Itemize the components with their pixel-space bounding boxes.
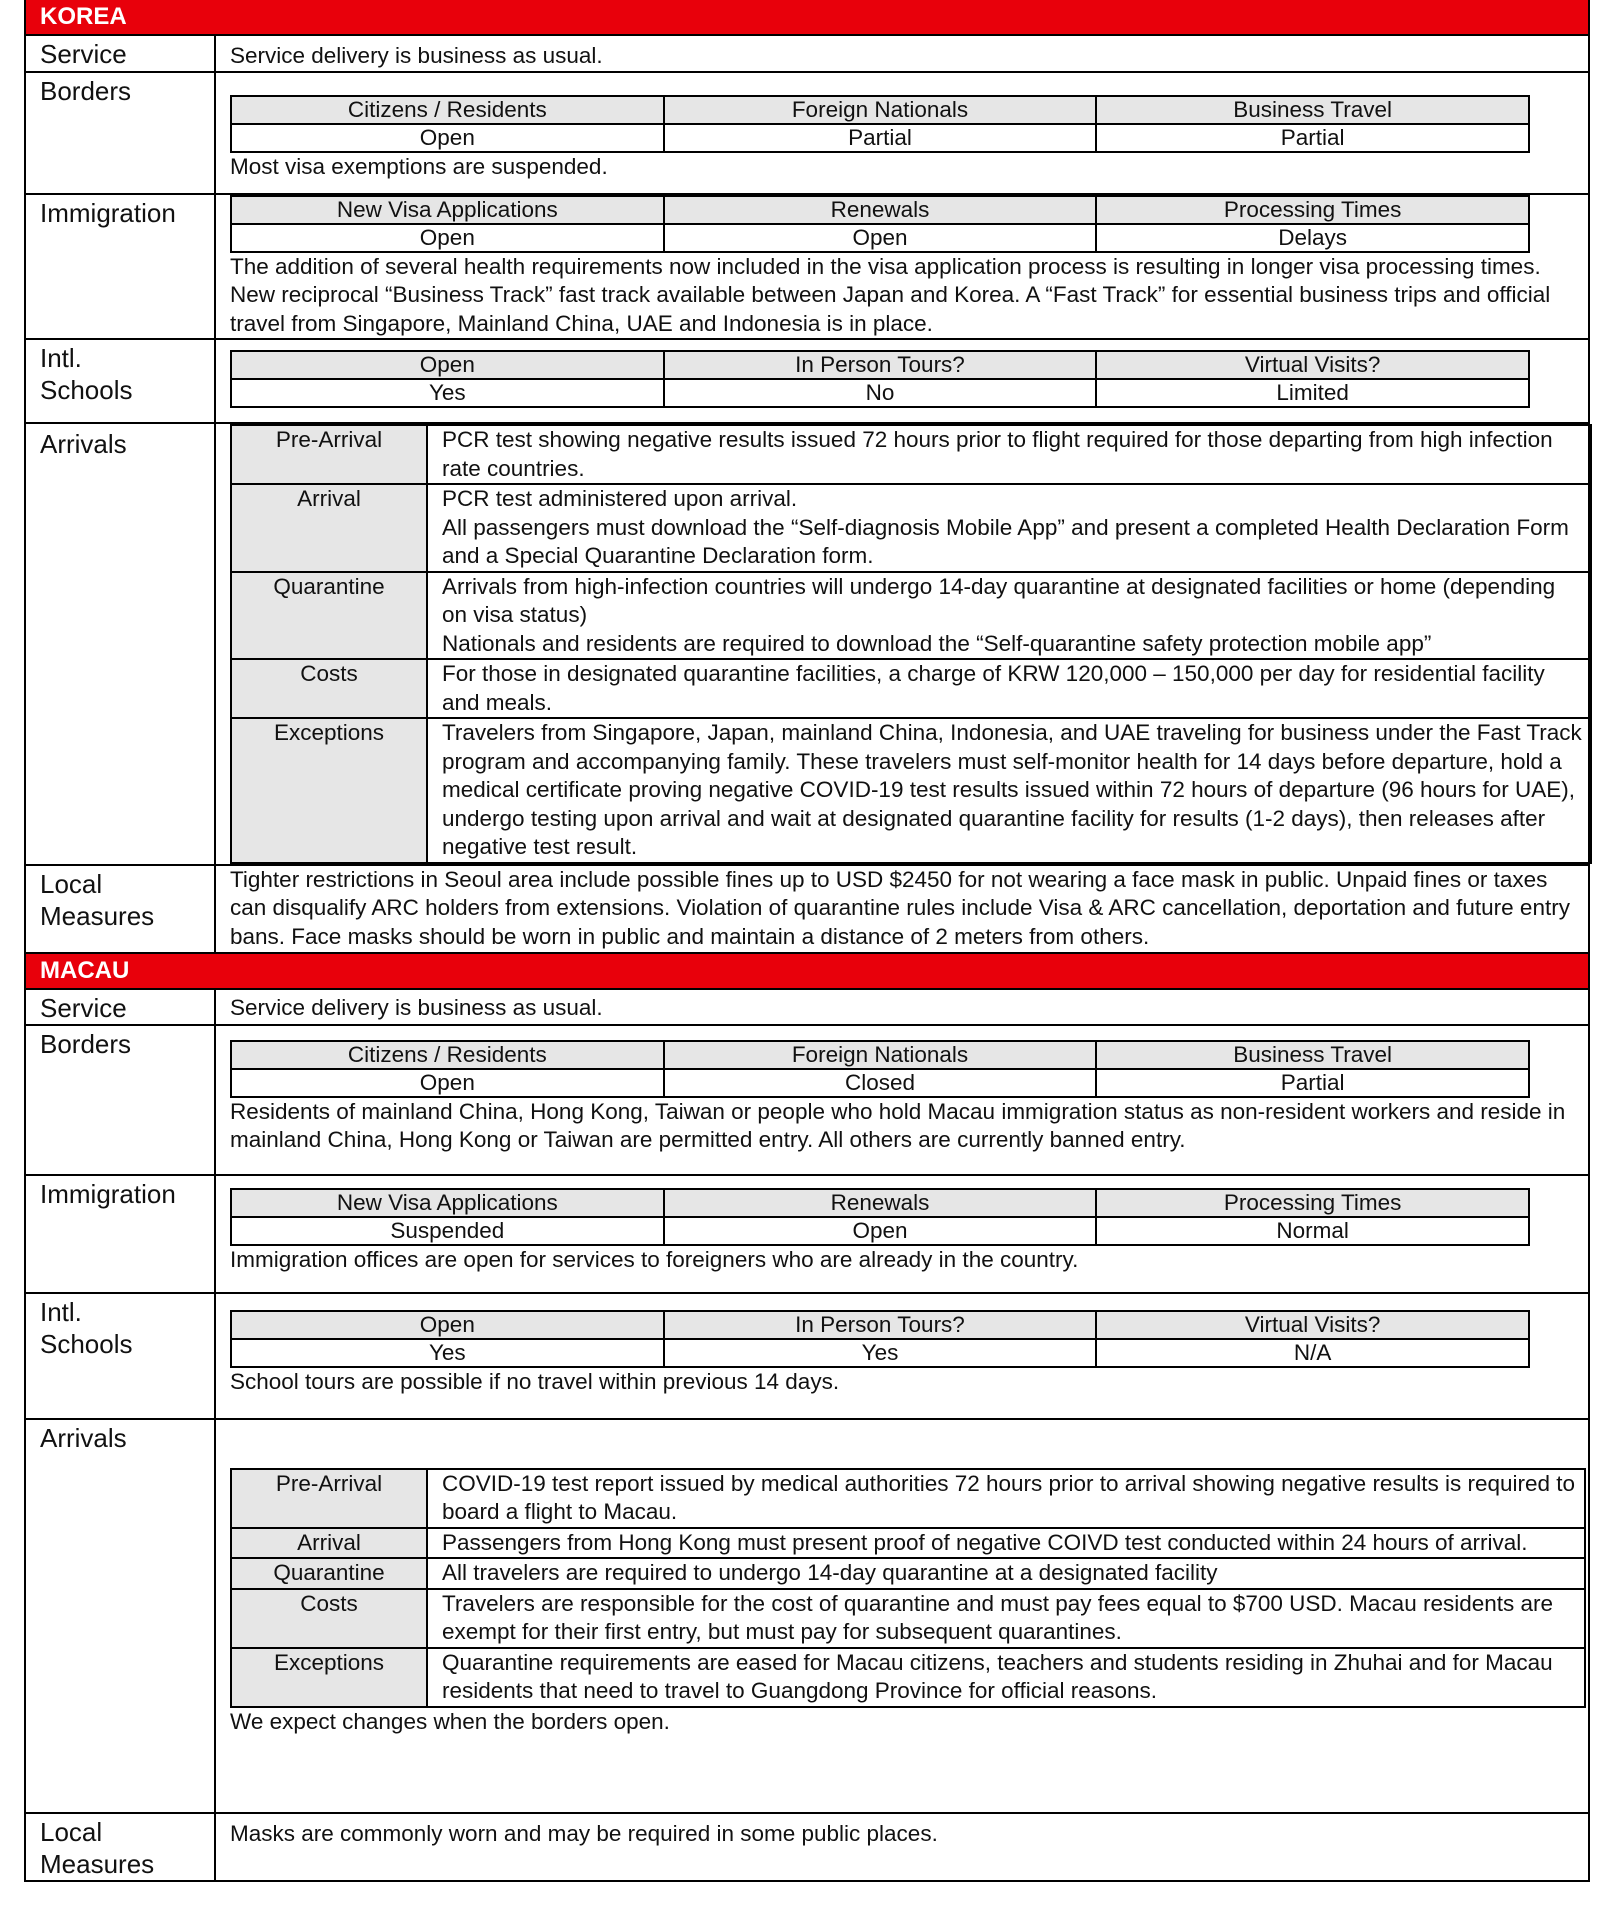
arrivals-key: Costs	[231, 659, 427, 718]
arrivals-key: Arrival	[231, 1528, 427, 1559]
grid-header: Citizens / Residents	[231, 1041, 664, 1069]
arrivals-line: PCR test administered upon arrival.	[442, 486, 798, 511]
arrivals-key: Pre-Arrival	[231, 425, 427, 484]
service-text: Service delivery is business as usual.	[215, 35, 1589, 72]
arrivals-value	[427, 659, 1591, 718]
grid-value: Partial	[664, 124, 1097, 152]
schools-note: School tours are possible if no travel within previous 14 days.	[230, 1368, 840, 1394]
row-label-borders: Borders	[25, 1025, 215, 1175]
grid-value: Yes	[231, 379, 664, 407]
arrivals-value	[427, 1589, 1585, 1648]
service-text: Service delivery is business as usual.	[215, 989, 1589, 1025]
arrivals-line: COVID-19 test report issued by medical authorities 72 hours prior to arrival showing negative results is required to board a flight to Macau.	[442, 1470, 1576, 1524]
arrivals-key: Quarantine	[231, 1558, 427, 1589]
row-label-service: Service	[25, 35, 215, 72]
grid-header: New Visa Applications	[231, 1189, 664, 1217]
grid-value: Partial	[1096, 124, 1529, 152]
borders-note: Most visa exemptions are suspended.	[230, 153, 608, 179]
immigration-status-grid	[230, 195, 1530, 253]
arrivals-value	[427, 718, 1591, 863]
grid-header: Foreign Nationals	[664, 1041, 1097, 1069]
immigration-status-grid	[230, 1188, 1530, 1246]
arrivals-key: Exceptions	[231, 1648, 427, 1707]
grid-header: Processing Times	[1096, 196, 1529, 224]
row-label-intl-schools	[25, 1293, 215, 1419]
grid-header: Renewals	[664, 1189, 1097, 1217]
arrivals-line: Travelers from Singapore, Japan, mainland China, Indonesia, and UAE traveling for business under the Fast Track program and accompanying family. These travelers must self-monitor health for 14 days before departure, hold a medical certificate proving negative COVID-19 test results issued within 72 hours of departure (96 hours for UAE), undergo testing upon arrival and wait at designated quarantine facility for results (1-2 days), then releases after negative test result.	[442, 720, 1582, 859]
grid-value: Open	[664, 224, 1097, 252]
arrivals-line: Passengers from Hong Kong must present proof of negative COIVD test conducted within 24 hours of arrival.	[442, 1529, 1528, 1555]
borders-status-grid	[230, 1040, 1530, 1098]
row-label-arrivals: Arrivals	[25, 423, 215, 865]
label-line: Measures	[40, 1848, 155, 1879]
arrivals-table	[230, 424, 1592, 864]
grid-value: Closed	[664, 1069, 1097, 1097]
row-label-intl-schools	[25, 339, 215, 423]
local-measures-text: Tighter restrictions in Seoul area include possible fines up to USD $2450 for not wearing a face mask in public. Unpaid fines or taxes can disqualify ARC holders from extensions. Violation of quarantine rules include Visa & ARC cancellation, deportation and future entry bans. Face masks should be worn in public and maintain a distance of 2 meters from others.	[215, 865, 1589, 953]
grid-value: N/A	[1096, 1339, 1529, 1367]
row-label-immigration: Immigration	[25, 1175, 215, 1293]
arrivals-line: Travelers are responsible for the cost of quarantine and must pay fees equal to $700 USD. Macau residents are exempt for their first entry, but must pay for subsequent quarantines.	[442, 1590, 1554, 1644]
grid-value: Normal	[1096, 1217, 1529, 1245]
grid-value: Partial	[1096, 1069, 1529, 1097]
grid-header: Processing Times	[1096, 1189, 1529, 1217]
row-label-service: Service	[25, 989, 215, 1025]
row-label-local-measures	[25, 1813, 215, 1881]
row-label-immigration: Immigration	[25, 194, 215, 340]
arrivals-value	[427, 425, 1591, 484]
arrivals-value	[427, 1558, 1585, 1589]
section-header-macau: MACAU	[24, 954, 1590, 988]
arrivals-key: Arrival	[231, 484, 427, 572]
korea-table	[24, 34, 1590, 954]
grid-header: Virtual Visits?	[1096, 1311, 1529, 1339]
grid-header: Business Travel	[1096, 1041, 1529, 1069]
arrivals-value	[427, 1528, 1585, 1559]
arrivals-key: Pre-Arrival	[231, 1469, 427, 1528]
arrivals-value	[427, 572, 1591, 660]
arrivals-line: For those in designated quarantine facilities, a charge of KRW 120,000 – 150,000 per day for residential facility and meals.	[442, 661, 1545, 715]
schools-status-grid	[230, 350, 1530, 408]
grid-header: Citizens / Residents	[231, 96, 664, 124]
label-line: Intl.	[40, 1296, 82, 1327]
grid-header: Business Travel	[1096, 96, 1529, 124]
arrivals-line: PCR test showing negative results issued 72 hours prior to flight required for those departing from high infection rate countries.	[442, 427, 1553, 481]
grid-header: In Person Tours?	[664, 1311, 1097, 1339]
macau-table	[24, 988, 1590, 1882]
label-line: Local	[40, 868, 103, 899]
grid-value: Open	[231, 124, 664, 152]
grid-header: Renewals	[664, 196, 1097, 224]
arrivals-value	[427, 1469, 1585, 1528]
grid-header: In Person Tours?	[664, 351, 1097, 379]
arrivals-key: Exceptions	[231, 718, 427, 863]
immigration-note: Immigration offices are open for services to foreigners who are already in the country.	[230, 1246, 1079, 1272]
borders-status-grid	[230, 95, 1530, 153]
grid-value: Open	[231, 1069, 664, 1097]
arrivals-note: We expect changes when the borders open.	[230, 1708, 670, 1734]
arrivals-line: All passengers must download the “Self-diagnosis Mobile App” and present a completed Health Declaration Form and a Special Quarantine Declaration form.	[442, 514, 1569, 568]
arrivals-line: Arrivals from high-infection countries will undergo 14-day quarantine at designated facilities or home (depending on visa status)	[442, 573, 1556, 627]
grid-header: Virtual Visits?	[1096, 351, 1529, 379]
schools-status-grid	[230, 1310, 1530, 1368]
local-measures-text: Masks are commonly worn and may be required in some public places.	[215, 1813, 1589, 1881]
arrivals-line: Quarantine requirements are eased for Macau citizens, teachers and students residing in Zhuhai and for Macau residents that need to travel to Guangdong Province for official reasons.	[442, 1649, 1553, 1703]
borders-note: Residents of mainland China, Hong Kong, Taiwan or people who hold Macau immigration status as non-resident workers and reside in mainland China, Hong Kong or Taiwan are permitted entry. All others are currently banned entry.	[230, 1098, 1566, 1152]
label-line: Schools	[40, 1328, 133, 1359]
arrivals-key: Costs	[231, 1589, 427, 1648]
row-label-arrivals: Arrivals	[25, 1419, 215, 1813]
arrivals-line: Nationals and residents are required to download the “Self-quarantine safety protection mobile app”	[442, 630, 1432, 656]
label-line: Intl.	[40, 343, 82, 373]
label-line: Measures	[40, 900, 155, 931]
grid-header: Open	[231, 1311, 664, 1339]
grid-value: Delays	[1096, 224, 1529, 252]
section-header-korea: KOREA	[24, 0, 1590, 34]
grid-value: Suspended	[231, 1217, 664, 1245]
grid-value: Yes	[664, 1339, 1097, 1367]
grid-header: Foreign Nationals	[664, 96, 1097, 124]
grid-value: Limited	[1096, 379, 1529, 407]
grid-value: Open	[664, 1217, 1097, 1245]
grid-header: New Visa Applications	[231, 196, 664, 224]
arrivals-value	[427, 1648, 1585, 1707]
label-line: Schools	[40, 375, 133, 405]
arrivals-key: Quarantine	[231, 572, 427, 660]
grid-value: Open	[231, 224, 664, 252]
immigration-note: The addition of several health requirements now included in the visa application process is resulting in longer visa processing times. New reciprocal “Business Track” fast track available between Japan and Korea. A “Fast Track” for essential business trips and official travel from Singapore, Mainland China, UAE and Indonesia is in place.	[230, 253, 1551, 336]
grid-value: No	[664, 379, 1097, 407]
grid-value: Yes	[231, 1339, 664, 1367]
label-line: Local	[40, 1816, 103, 1847]
country-guide-page	[24, 0, 1590, 1882]
arrivals-table	[230, 1468, 1586, 1708]
arrivals-line: All travelers are required to undergo 14-day quarantine at a designated facility	[442, 1560, 1218, 1585]
row-label-borders: Borders	[25, 72, 215, 194]
row-label-local-measures	[25, 865, 215, 953]
grid-header: Open	[231, 351, 664, 379]
arrivals-value	[427, 484, 1591, 572]
